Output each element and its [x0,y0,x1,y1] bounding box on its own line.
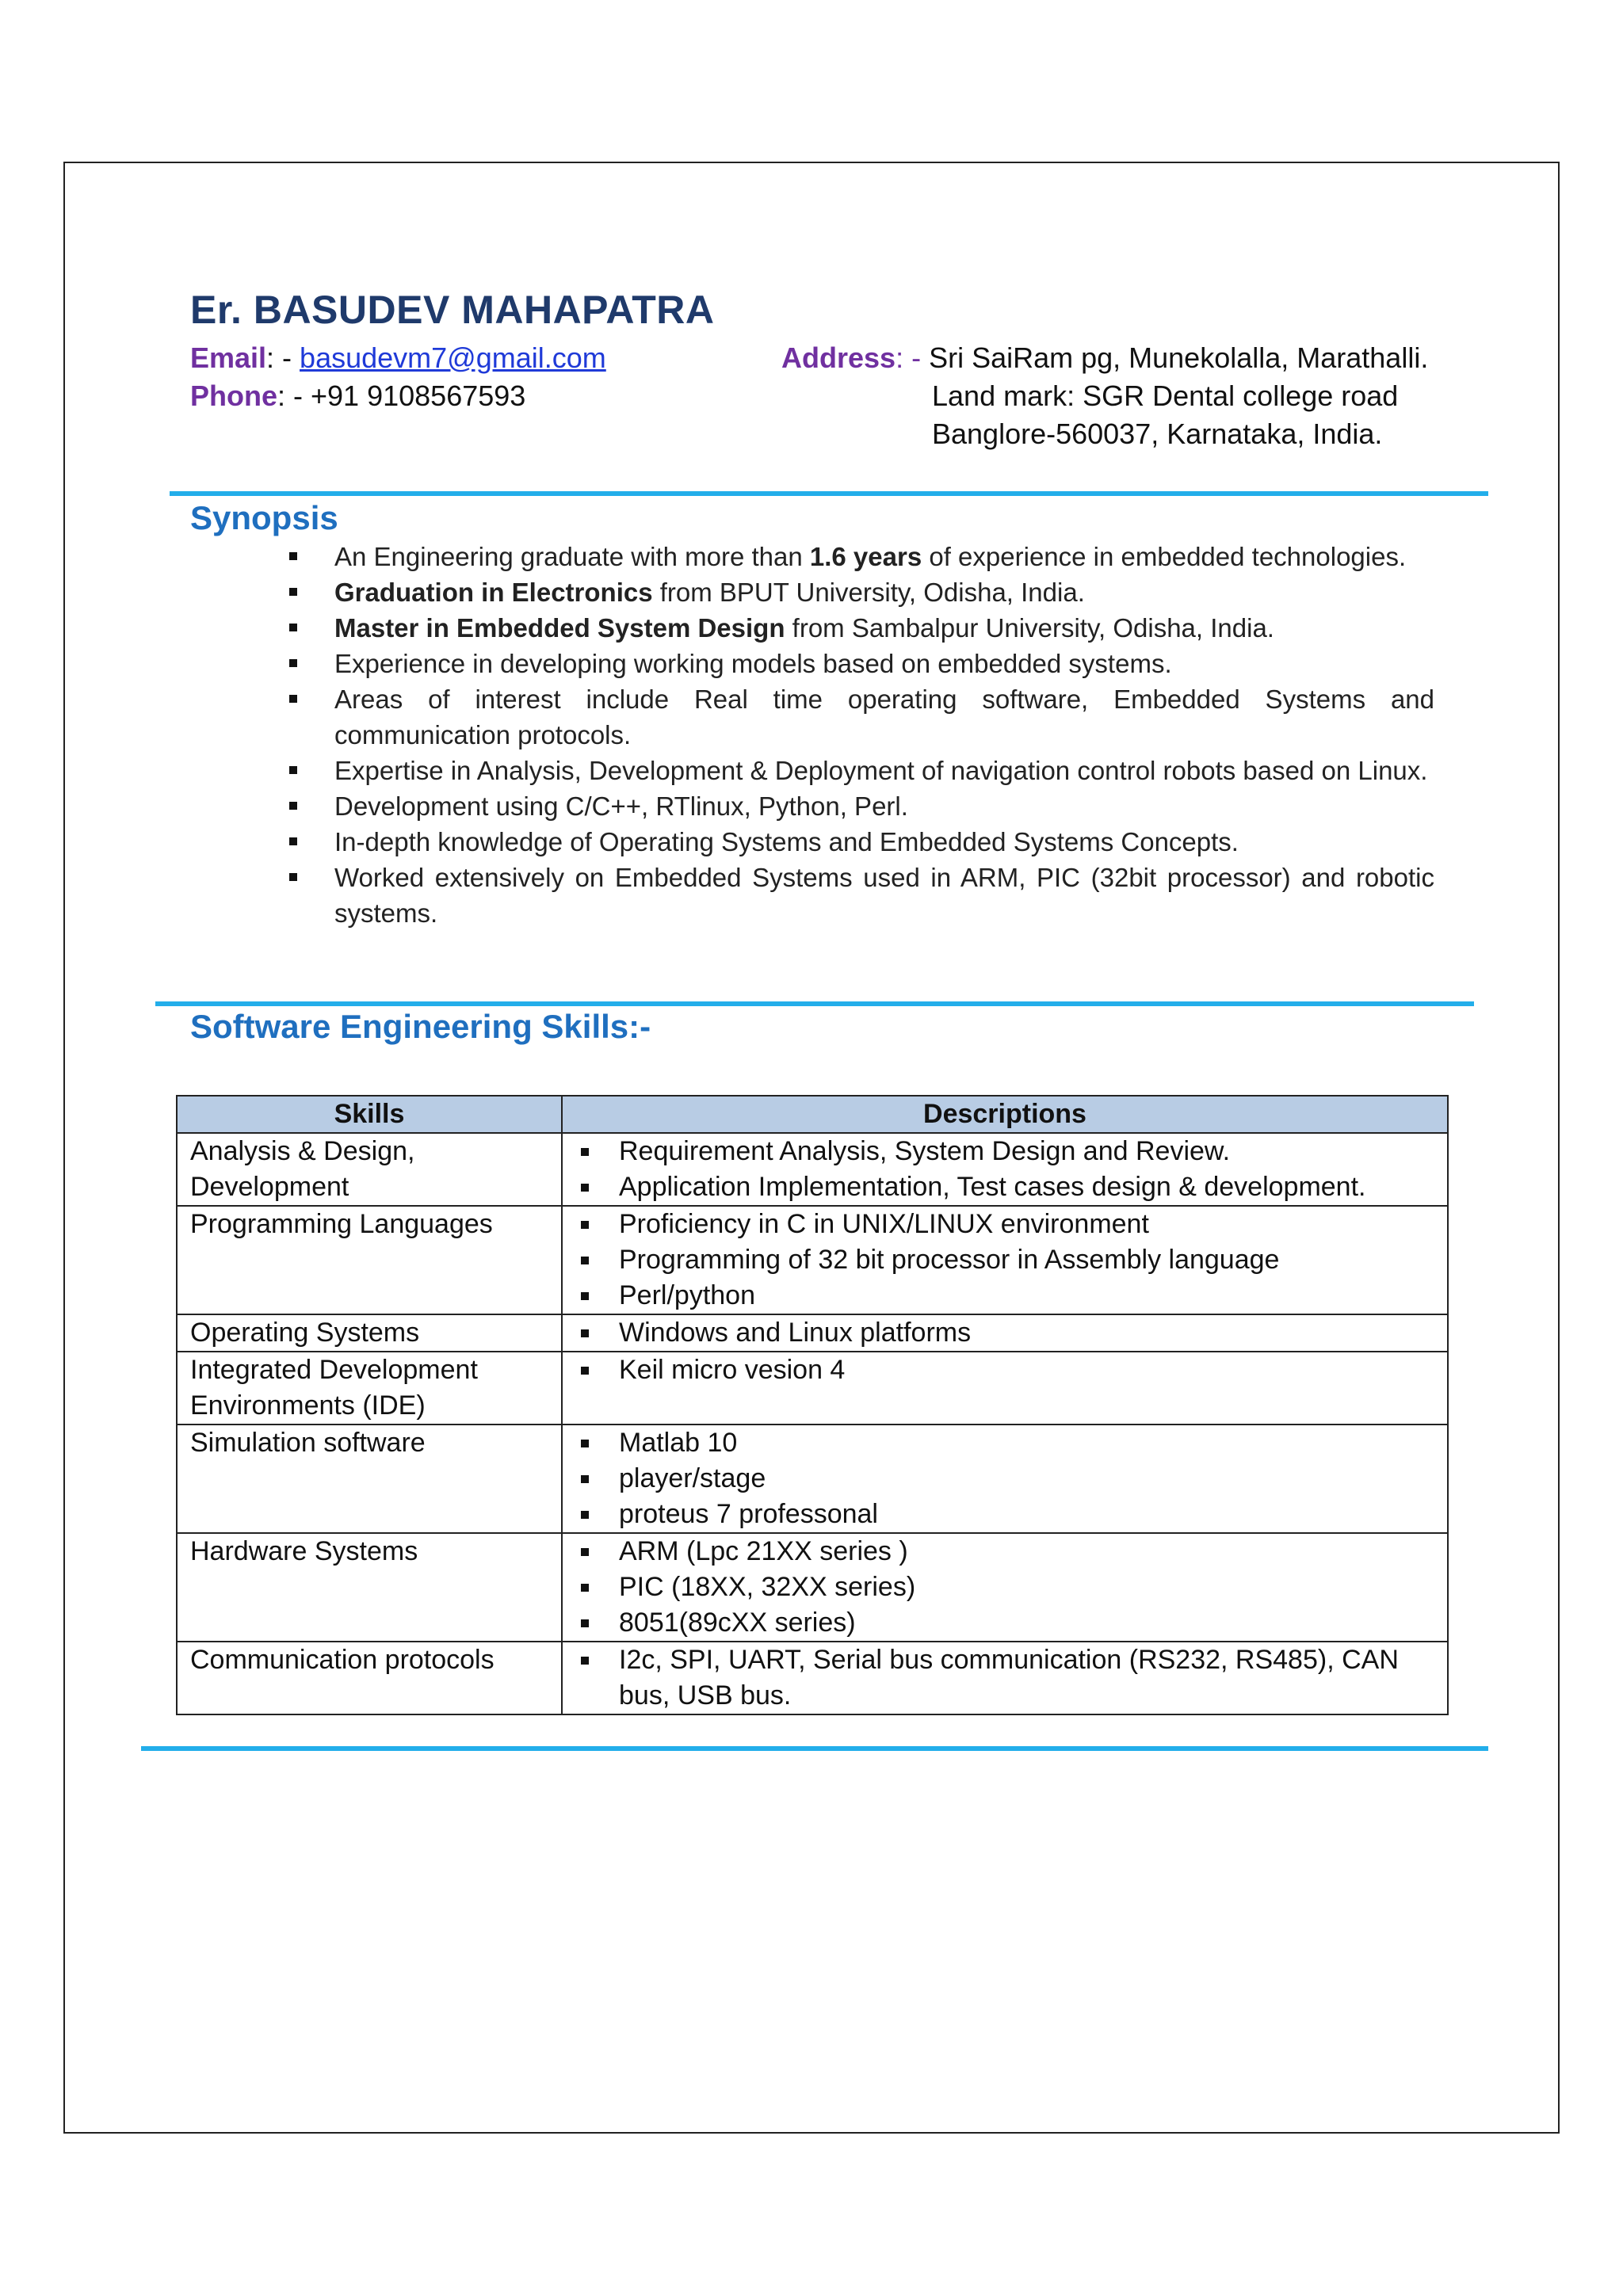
synopsis-item [287,753,1434,788]
skills-table [176,1095,1449,1715]
synopsis-item [287,539,1434,574]
table-row [177,1133,1448,1206]
skills-title: Software Engineering Skills:- [190,1008,651,1045]
description-item: Windows and Linux platforms [575,1315,1434,1351]
description-cell [562,1642,1448,1714]
divider-middle [155,1001,1474,1006]
description-item: player/stage [575,1461,1434,1497]
skill-cell: Operating Systems [177,1314,562,1352]
skill-cell: Communication protocols [177,1642,562,1714]
description-item: Programming of 32 bit processor in Assembly language [575,1242,1434,1278]
description-list [575,1134,1434,1205]
description-item: Matlab 10 [575,1425,1434,1461]
description-item: proteus 7 professonal [575,1497,1434,1532]
description-cell [562,1133,1448,1206]
skill-cell: Analysis & Design, Development [177,1133,562,1206]
synopsis-title: Synopsis [190,499,338,536]
synopsis-item-pre: Expertise in Analysis, Development & Deployment of navigation control robots based on Linux. [334,756,1428,785]
synopsis-item [287,646,1434,681]
address-line-1 [781,339,1428,377]
table-row [177,1206,1448,1314]
email-line [190,339,606,377]
description-cell [562,1533,1448,1642]
description-list [575,1642,1434,1714]
description-item: PIC (18XX, 32XX series) [575,1569,1434,1605]
skill-cell: Programming Languages [177,1206,562,1314]
synopsis-item [287,788,1434,824]
skill-cell: Hardware Systems [177,1533,562,1642]
description-cell [562,1425,1448,1533]
synopsis-item-pre: Development using C/C++, RTlinux, Python, Perl. [334,791,908,821]
description-item: I2c, SPI, UART, Serial bus communication (RS232, RS485), CAN bus, USB bus. [575,1642,1434,1714]
description-cell [562,1352,1448,1425]
description-list [575,1425,1434,1532]
table-row [177,1425,1448,1533]
address-separator: : - [896,341,930,374]
table-row [177,1352,1448,1425]
candidate-name: Er. BASUDEV MAHAPATRA [190,288,715,332]
address-text-1: Sri SaiRam pg, Munekolalla, Marathalli. [929,341,1429,374]
email-label: Email [190,341,267,374]
column-header-skills: Skills [177,1096,562,1133]
description-item: Proficiency in C in UNIX/LINUX environment [575,1207,1434,1242]
synopsis-item-pre: Worked extensively on Embedded Systems used in ARM, PIC (32bit processor) and robotic systems. [334,863,1434,928]
skill-cell: Simulation software [177,1425,562,1533]
description-item: Keil micro vesion 4 [575,1352,1434,1388]
description-list [575,1207,1434,1314]
synopsis-item-bold: 1.6 years [809,542,922,571]
synopsis-item [287,610,1434,646]
synopsis-item-post: of experience in embedded technologies. [922,542,1407,571]
synopsis-item-pre: Areas of interest include Real time operating software, Embedded Systems and communication protocols. [334,685,1434,749]
email-separator: : - [266,341,300,374]
description-item: ARM (Lpc 21XX series ) [575,1534,1434,1569]
phone-label: Phone [190,379,278,412]
description-item: Perl/python [575,1278,1434,1314]
description-list [575,1534,1434,1641]
description-item: Requirement Analysis, System Design and Review. [575,1134,1434,1169]
skills-table-header [177,1096,1448,1133]
synopsis-list [287,539,1434,931]
table-row [177,1533,1448,1642]
synopsis-item [287,574,1434,610]
synopsis-item-pre: Experience in developing working models based on embedded systems. [334,649,1172,678]
phone-separator: : - [277,379,311,412]
divider-bottom [141,1746,1488,1751]
synopsis-item [287,860,1434,931]
synopsis-item [287,824,1434,860]
description-item: 8051(89cXX series) [575,1605,1434,1641]
description-cell [562,1206,1448,1314]
synopsis-item-bold: Master in Embedded System Design [334,613,785,643]
synopsis-item-pre: In-depth knowledge of Operating Systems and Embedded Systems Concepts. [334,827,1239,856]
synopsis-item [287,681,1434,753]
description-list [575,1352,1434,1388]
column-header-descriptions: Descriptions [562,1096,1448,1133]
synopsis-item-pre: An Engineering graduate with more than [334,542,810,571]
table-row [177,1642,1448,1714]
synopsis-item-bold: Graduation in Electronics [334,578,653,607]
synopsis-item-post: from Sambalpur University, Odisha, India. [785,613,1274,643]
description-item: Application Implementation, Test cases design & development. [575,1169,1434,1205]
address-label: Address [781,341,896,374]
address-line-3: Banglore-560037, Karnataka, India. [932,418,1383,450]
address-line-2: Land mark: SGR Dental college road [932,379,1399,412]
phone-number: +91 9108567593 [311,379,526,412]
synopsis-item-post: from BPUT University, Odisha, India. [652,578,1085,607]
skill-cell: Integrated Development Environments (IDE) [177,1352,562,1425]
divider-top [170,491,1488,496]
email-link[interactable]: basudevm7@gmail.com [300,341,606,374]
phone-line [190,377,525,415]
description-cell [562,1314,1448,1352]
table-row [177,1314,1448,1352]
description-list [575,1315,1434,1351]
